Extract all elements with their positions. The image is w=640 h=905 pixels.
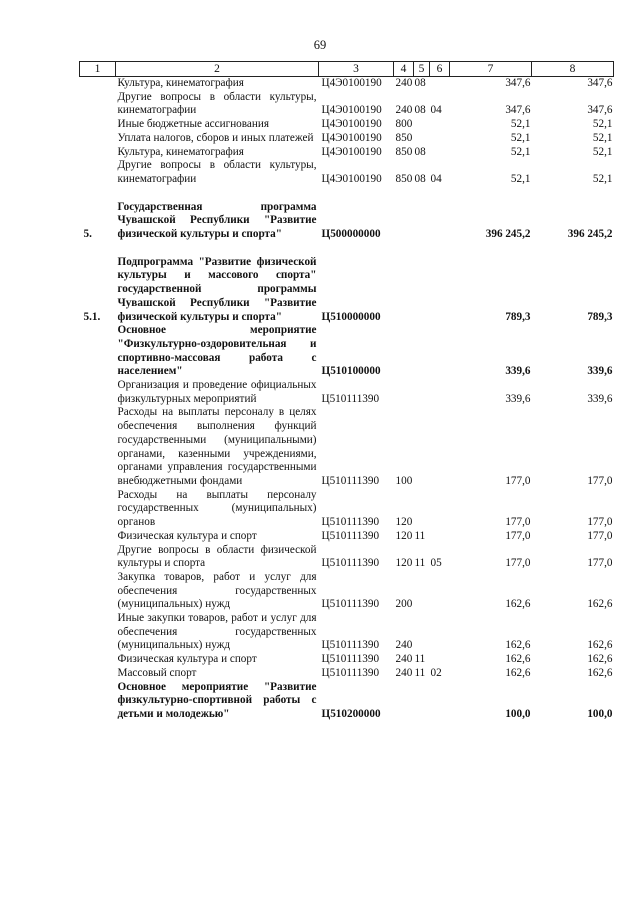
row-name: Основное мероприятие "Развитие физкультурно-спортивной работы с детьми и молодежью"	[117, 680, 317, 720]
col-5-header: 5	[414, 62, 430, 77]
target-article-code: Ц510111390	[321, 639, 380, 652]
row-name: Государственная программа Чувашской Республики "Развитие физической культуры и спорта"	[117, 200, 317, 241]
section-code	[414, 324, 430, 379]
col-3-header: 3	[319, 62, 394, 77]
expense-type-code: 240	[395, 666, 413, 679]
amount-col-8: 162,6	[587, 639, 613, 652]
row-number	[80, 571, 116, 612]
target-article-code: Ц510111390	[321, 653, 380, 666]
amount-col-8: 177,0	[587, 474, 613, 487]
amount-col-8: 177,0	[587, 529, 613, 542]
table-row	[80, 256, 614, 325]
amount-col-8: 339,6	[587, 392, 613, 405]
table-row	[80, 379, 614, 406]
spacer-cell	[80, 187, 614, 201]
expense-type-code: 240	[395, 104, 413, 117]
target-article-code: Ц4Э0100190	[321, 145, 382, 158]
section-code	[414, 118, 430, 132]
table-row	[80, 146, 614, 160]
spacer-cell	[80, 242, 614, 256]
subsection-code	[430, 256, 450, 325]
amount-col-8: 177,0	[587, 557, 613, 570]
expense-type-code: 120	[395, 529, 413, 542]
target-article-code: Ц510000000	[321, 310, 381, 323]
row-name: Закупка товаров, работ и услуг для обеспечения государственных (муниципальных) нужд	[117, 570, 317, 611]
subsection-code	[430, 146, 450, 160]
target-article-code: Ц4Э0100190	[321, 77, 382, 89]
section-code: 11	[414, 653, 426, 666]
subsection-code	[430, 681, 450, 722]
column-number-header	[80, 62, 614, 77]
table-row	[80, 118, 614, 132]
target-article-code: Ц500000000	[321, 228, 381, 241]
section-code: 08	[414, 104, 426, 117]
row-number	[80, 653, 116, 667]
table-row	[80, 132, 614, 146]
table-row	[80, 159, 614, 186]
target-article-code: Ц510100000	[321, 365, 381, 378]
expense-type-code: 200	[395, 598, 413, 611]
amount-col-7: 177,0	[505, 474, 531, 487]
amount-col-8: 52,1	[592, 131, 613, 144]
expense-type-code: 800	[395, 118, 413, 131]
amount-col-7: 177,0	[505, 516, 531, 529]
target-article-code: Ц510111390	[321, 529, 380, 542]
amount-col-7: 162,6	[505, 639, 531, 652]
row-number	[80, 146, 116, 160]
amount-col-7: 347,6	[505, 104, 531, 117]
subsection-code	[430, 132, 450, 146]
section-code	[414, 256, 430, 325]
col-6-header: 6	[430, 62, 450, 77]
subsection-code: 02	[430, 666, 442, 679]
row-number	[80, 132, 116, 146]
row-name: Подпрограмма "Развитие физической культуры и массового спорта" государственной программы Чувашской Республики "Развитие физической культуры и спорта"	[117, 255, 317, 323]
amount-col-7: 396 245,2	[485, 228, 531, 241]
target-article-code: Ц4Э0100190	[321, 172, 382, 185]
expense-type-code: 850	[395, 172, 413, 185]
row-number	[80, 544, 116, 571]
row-name: Расходы на выплаты персоналу государственных (муниципальных) органов	[117, 488, 317, 529]
row-number	[80, 489, 116, 530]
subsection-code	[430, 77, 450, 91]
table-row	[80, 667, 614, 681]
target-article-code: Ц510111390	[321, 598, 380, 611]
row-name: Иные бюджетные ассигнования	[117, 118, 269, 131]
row-name: Культура, кинематография	[117, 77, 244, 89]
row-number	[80, 91, 116, 118]
row-name: Основное мероприятие "Физкультурно-оздоровительная и спортивно-массовая работа с населением"	[117, 324, 317, 378]
table-row	[80, 612, 614, 653]
target-article-code: Ц4Э0100190	[321, 104, 382, 117]
subsection-code	[430, 612, 450, 653]
row-number	[80, 612, 116, 653]
row-name: Другие вопросы в области культуры, кинематографии	[117, 90, 317, 117]
subsection-code	[430, 406, 450, 488]
subsection-code: 04	[430, 104, 442, 117]
amount-col-8: 162,6	[587, 666, 613, 679]
amount-col-7: 177,0	[505, 557, 531, 570]
amount-col-8: 100,0	[587, 707, 613, 720]
amount-col-8: 162,6	[587, 598, 613, 611]
amount-col-8: 52,1	[592, 145, 613, 158]
target-article-code: Ц4Э0100190	[321, 118, 382, 131]
expense-type-code: 850	[395, 131, 413, 144]
amount-col-7: 339,6	[505, 365, 531, 378]
section-code	[414, 571, 430, 612]
row-number	[80, 77, 116, 91]
amount-col-8: 347,6	[587, 77, 613, 89]
expense-type-code	[394, 201, 414, 242]
table-row	[80, 653, 614, 667]
row-number	[80, 667, 116, 681]
section-code	[414, 379, 430, 406]
row-number	[80, 159, 116, 186]
target-article-code: Ц510111390	[321, 516, 380, 529]
row-name: Иные закупки товаров, работ и услуг для обеспечения государственных (муниципальных) нужд	[117, 612, 317, 652]
row-number	[80, 118, 116, 132]
section-code	[414, 489, 430, 530]
amount-col-8: 789,3	[587, 310, 613, 323]
col-2-header: 2	[116, 62, 319, 77]
row-number: 5.	[83, 228, 92, 241]
expense-type-code: 120	[395, 516, 413, 529]
section-code	[414, 612, 430, 653]
row-name: Уплата налогов, сборов и иных платежей	[117, 131, 314, 144]
row-name: Организация и проведение официальных физкультурных мероприятий	[117, 379, 317, 405]
amount-col-7: 789,3	[505, 310, 531, 323]
expense-type-code: 240	[395, 77, 413, 89]
amount-col-8: 347,6	[587, 104, 613, 117]
subsection-code	[430, 530, 450, 544]
table-row	[80, 530, 614, 544]
row-name: Физическая культура и спорт	[117, 653, 257, 666]
target-article-code: Ц510111390	[321, 392, 380, 405]
target-article-code: Ц510111390	[321, 557, 380, 570]
expense-type-code: 850	[395, 145, 413, 158]
amount-col-7: 52,1	[510, 145, 531, 158]
table-row	[80, 681, 614, 722]
row-name: Расходы на выплаты персоналу в целях обеспечения выполнения функций государственными (муниципальными) органами, казенными учреждениями, органами управления государственными внебюджетными фондами	[117, 406, 317, 487]
subsection-code	[430, 324, 450, 379]
row-number	[80, 681, 116, 722]
row-name: Массовый спорт	[117, 666, 197, 679]
col-1-header: 1	[80, 62, 116, 77]
section-code	[414, 201, 430, 242]
amount-col-7: 347,6	[505, 77, 531, 89]
section-code: 08	[414, 172, 426, 185]
row-number	[80, 379, 116, 406]
budget-table	[79, 61, 614, 722]
amount-col-8: 162,6	[587, 653, 613, 666]
spacer-row	[80, 242, 614, 256]
amount-col-7: 339,6	[505, 392, 531, 405]
expense-type-code	[394, 379, 414, 406]
section-code: 11	[414, 666, 426, 679]
amount-col-8: 339,6	[587, 365, 613, 378]
expense-type-code: 120	[395, 557, 413, 570]
col-8-header: 8	[532, 62, 614, 77]
amount-col-7: 100,0	[505, 707, 531, 720]
row-name: Другие вопросы в области культуры, кинематографии	[117, 159, 317, 185]
section-code: 08	[414, 77, 426, 89]
amount-col-8: 396 245,2	[567, 228, 613, 241]
table-row	[80, 201, 614, 242]
row-name: Культура, кинематография	[117, 145, 244, 158]
section-code: 11	[414, 557, 426, 570]
row-name: Физическая культура и спорт	[117, 529, 257, 542]
table-row	[80, 324, 614, 379]
amount-col-7: 177,0	[505, 529, 531, 542]
table-row	[80, 406, 614, 488]
table-row	[80, 91, 614, 118]
section-code: 11	[414, 529, 426, 542]
target-article-code: Ц510111390	[321, 666, 380, 679]
col-4-header: 4	[394, 62, 414, 77]
row-name: Другие вопросы в области физической культуры и спорта	[117, 543, 317, 570]
subsection-code: 04	[430, 172, 442, 185]
expense-type-code: 100	[395, 474, 413, 487]
table-row	[80, 571, 614, 612]
amount-col-8: 177,0	[587, 516, 613, 529]
amount-col-7: 162,6	[505, 653, 531, 666]
table-row	[80, 77, 614, 91]
table-row	[80, 544, 614, 571]
subsection-code	[430, 489, 450, 530]
subsection-code	[430, 201, 450, 242]
col-7-header: 7	[450, 62, 532, 77]
section-code	[414, 681, 430, 722]
target-article-code: Ц510200000	[321, 707, 381, 720]
subsection-code	[430, 118, 450, 132]
amount-col-7: 52,1	[510, 118, 531, 131]
expense-type-code	[394, 681, 414, 722]
expense-type-code: 240	[395, 639, 413, 652]
target-article-code: Ц4Э0100190	[321, 131, 382, 144]
expense-type-code	[394, 256, 414, 325]
expense-type-code	[394, 324, 414, 379]
subsection-code: 05	[430, 557, 442, 570]
row-number	[80, 324, 116, 379]
section-code	[414, 132, 430, 146]
amount-col-7: 162,6	[505, 598, 531, 611]
expense-type-code: 240	[395, 653, 413, 666]
target-article-code: Ц510111390	[321, 474, 380, 487]
subsection-code	[430, 653, 450, 667]
row-number	[80, 530, 116, 544]
section-code	[414, 406, 430, 488]
row-number	[80, 406, 116, 488]
spacer-row	[80, 187, 614, 201]
amount-col-8: 52,1	[592, 118, 613, 131]
section-code: 08	[414, 145, 426, 158]
page-number: 69	[313, 38, 327, 52]
amount-col-8: 52,1	[592, 172, 613, 185]
amount-col-7: 52,1	[510, 131, 531, 144]
amount-col-7: 162,6	[505, 666, 531, 679]
row-number: 5.1.	[83, 310, 101, 323]
subsection-code	[430, 379, 450, 406]
table-row	[80, 489, 614, 530]
amount-col-7: 52,1	[510, 172, 531, 185]
subsection-code	[430, 571, 450, 612]
